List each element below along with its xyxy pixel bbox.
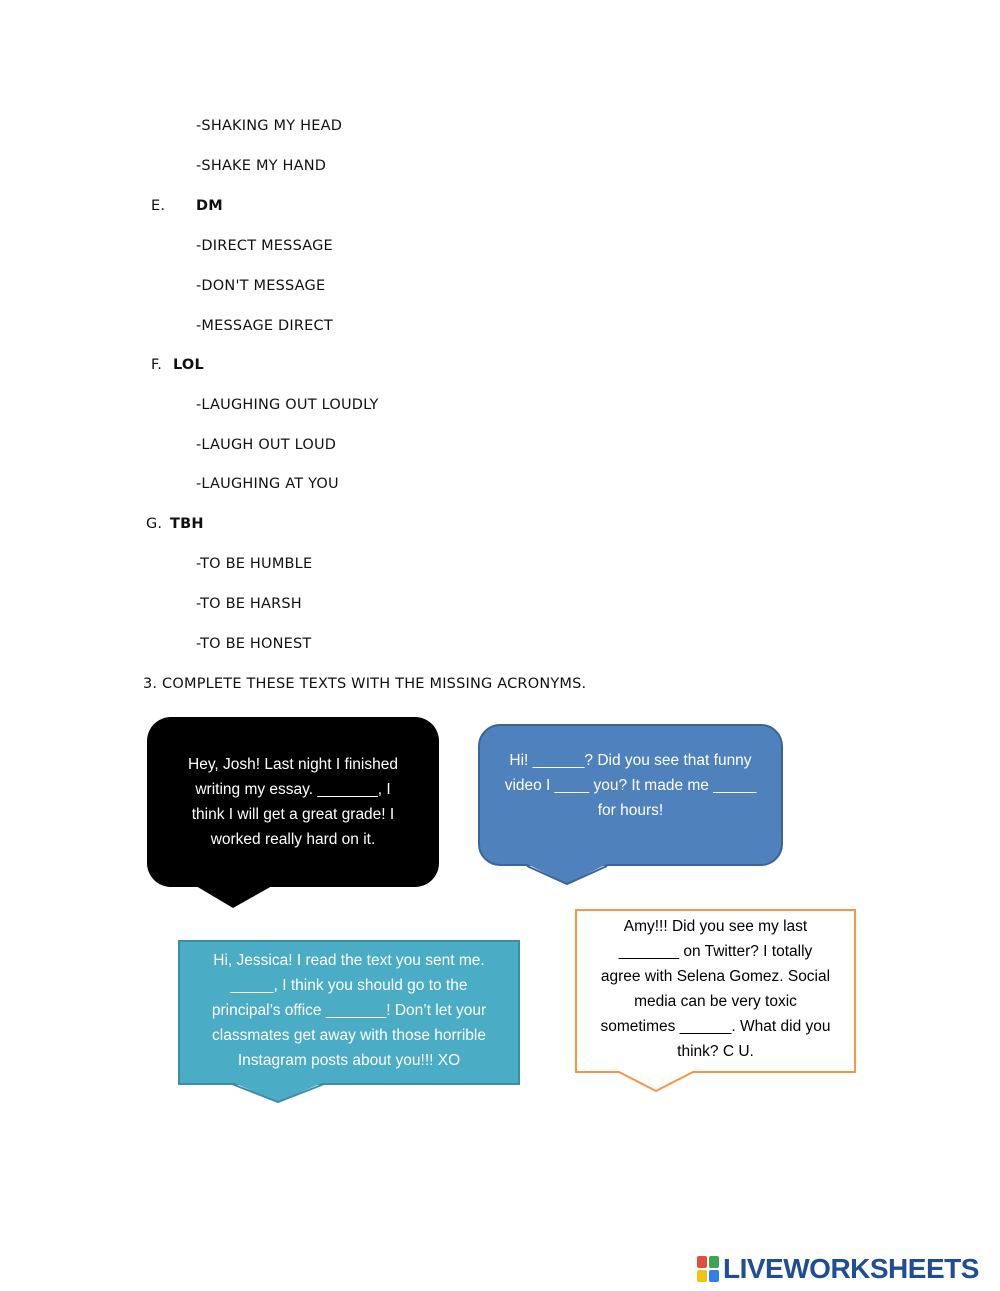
liveworksheets-logo [697, 1254, 979, 1284]
option-shake-my-hand: -SHAKE MY HAND [196, 158, 327, 174]
option-laughing-at-you: -LAUGHING AT YOU [196, 476, 339, 492]
option-direct-message: -DIRECT MESSAGE [196, 238, 333, 254]
acronym-dm: DM [196, 198, 223, 214]
speech-bubble-jessica [178, 940, 520, 1085]
bubble-josh-tail [196, 886, 272, 910]
option-to-be-harsh: -TO BE HARSH [196, 596, 302, 612]
speech-bubble-josh [147, 717, 439, 887]
option-dont-message: -DON'T MESSAGE [196, 278, 326, 294]
speech-bubble-funny-video [478, 724, 783, 866]
item-letter-f: F. [151, 357, 163, 373]
acronym-lol: LOL [173, 357, 204, 373]
bubble-amy-text: Amy!!! Did you see my last _______ on Twitter? I totally agree with Selena Gomez. Social media can be very toxic sometimes ______. What did you think? C U. [600, 918, 831, 1060]
bubble-josh-text: Hey, Josh! Last night I finished writing my essay. _______, I think I will get a great grade! I worked really hard on it. [188, 756, 398, 848]
option-shaking-my-head: -SHAKING MY HEAD [196, 118, 343, 134]
option-laughing-out-loudly: -LAUGHING OUT LOUDLY [196, 397, 379, 413]
acronym-tbh: TBH [170, 516, 204, 532]
option-to-be-humble: -TO BE HUMBLE [196, 556, 313, 572]
bubble-jessica-text: Hi, Jessica! I read the text you sent me. _____, I think you should go to the principal’s office _______! Don’t let your classmates get away with those horrible Instagram posts about you!!! XO [211, 952, 487, 1069]
liveworksheets-logo-icon [697, 1256, 719, 1282]
speech-bubble-amy [575, 909, 856, 1073]
bubble-funny-video-text: Hi! ______? Did you see that funny video I ____ you? It made me _____ for hours! [504, 751, 757, 819]
bubble-funny-video-tail [527, 862, 607, 888]
option-message-direct: -MESSAGE DIRECT [196, 318, 333, 334]
bubble-jessica-tail [232, 1082, 324, 1106]
item-letter-e: E. [151, 198, 166, 214]
bubble-amy-tail [619, 1071, 693, 1095]
item-letter-g: G. [146, 516, 163, 532]
liveworksheets-logo-text: LIVEWORKSHEETS [723, 1253, 979, 1284]
section-3-heading: 3. COMPLETE THESE TEXTS WITH THE MISSING ACRONYMS. [143, 676, 587, 692]
option-laugh-out-loud: -LAUGH OUT LOUD [196, 437, 337, 453]
option-to-be-honest: -TO BE HONEST [196, 636, 312, 652]
